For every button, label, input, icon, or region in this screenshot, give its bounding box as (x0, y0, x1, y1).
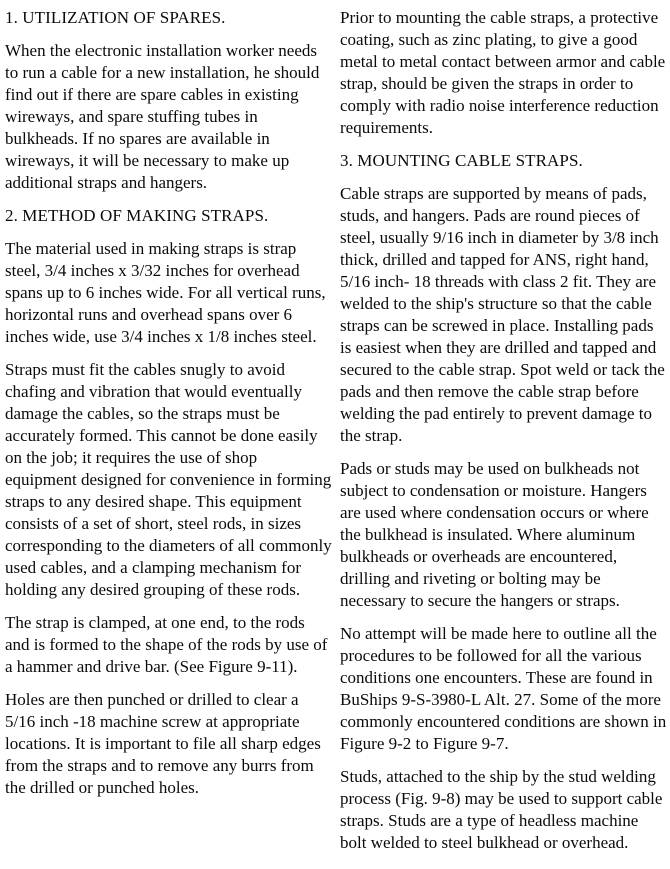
paragraph-strap-clamping: The strap is clamped, at one end, to the rods and is formed to the shape of the rods by use of a hammer and drive bar. (See Figure 9-11). (5, 613, 328, 676)
paragraph-pads-or-studs-usage: Pads or studs may be used on bulkheads not subject to condensation or moisture. Hangers are used where condensation occurs or where the bulkhead is insulated. Where aluminum bulkheads or overheads are encountered, drilling and riveting or bolting may be necessary to secure the hangers or straps. (340, 459, 649, 610)
section-heading-mounting-cable-straps: 3. MOUNTING CABLE STRAPS. (340, 151, 583, 170)
paragraph-pads-studs-hangers: Cable straps are supported by means of pads, studs, and hangers. Pads are round pieces of steel, usually 9/16 inch in diameter by 3/8 inch thick, drilled and tapped for ANS, right hand, 5/16 inch- 18 threads with class 2 fit. They are welded to the ship's structure so that the cable straps can be screwed in place. Installing pads is easiest when they are drilled and tapped and secured to the cable strap. Spot weld or tack the pads and then remove the cable strap before welding the pad entirely to prevent damage to the strap. (340, 184, 665, 445)
left-column (5, 7, 333, 865)
paragraph-studs-welding: Studs, attached to the ship by the stud welding process (Fig. 9-8) may be used to support cable straps. Studs are a type of headless machine bolt welded to steel bulkhead or overhead. (340, 767, 663, 852)
paragraph-strap-forming-equipment: Straps must fit the cables snugly to avoid chafing and vibration that would eventually damage the cables, so the straps must be accurately formed. This cannot be done easily on the job; it requires the use of shop equipment designed for convenience in forming straps to any desired shape. This equipment consists of a set of short, steel rods, in sizes corresponding to the diameters of all commonly used cables, and a clamping mechanism for holding any desired grouping of these rods. (5, 360, 332, 599)
paragraph-strap-material: The material used in making straps is strap steel, 3/4 inches x 3/32 inches for overhead spans up to 6 inches wide. For all vertical runs, horizontal runs and overhead spans over 6 inches wide, use 3/4 inches x 1/8 inches steel. (5, 239, 326, 346)
paragraph-hole-punching: Holes are then punched or drilled to clear a 5/16 inch -18 machine screw at appropriate locations. It is important to file all sharp edges from the straps and to remove any burrs from the drilled or punched holes. (5, 690, 321, 797)
paragraph-protective-coating: Prior to mounting the cable straps, a protective coating, such as zinc plating, to give a good metal to metal contact between armor and cable strap, should be given the straps in order to comply with radio noise interference reduction requirements. (340, 8, 666, 137)
section-heading-utilization-of-spares: 1. UTILIZATION OF SPARES. (5, 8, 226, 27)
section-heading-method-of-making-straps: 2. METHOD OF MAKING STRAPS. (5, 206, 269, 225)
paragraph-spares-overview: When the electronic installation worker needs to run a cable for a new installation, he should find out if there are spare cables in existing wireways, and spare stuffing tubes in bulkheads. If no spares are available in wireways, it will be necessary to make up additional straps and hangers. (5, 41, 320, 192)
right-column (333, 7, 667, 865)
paragraph-procedures-reference: No attempt will be made here to outline all the procedures to be followed for all the various conditions one encounters. These are found in BuShips 9-S-3980-L Alt. 27. Some of the more commonly encountered conditions are shown in Figure 9-2 to Figure 9-7. (340, 624, 667, 753)
